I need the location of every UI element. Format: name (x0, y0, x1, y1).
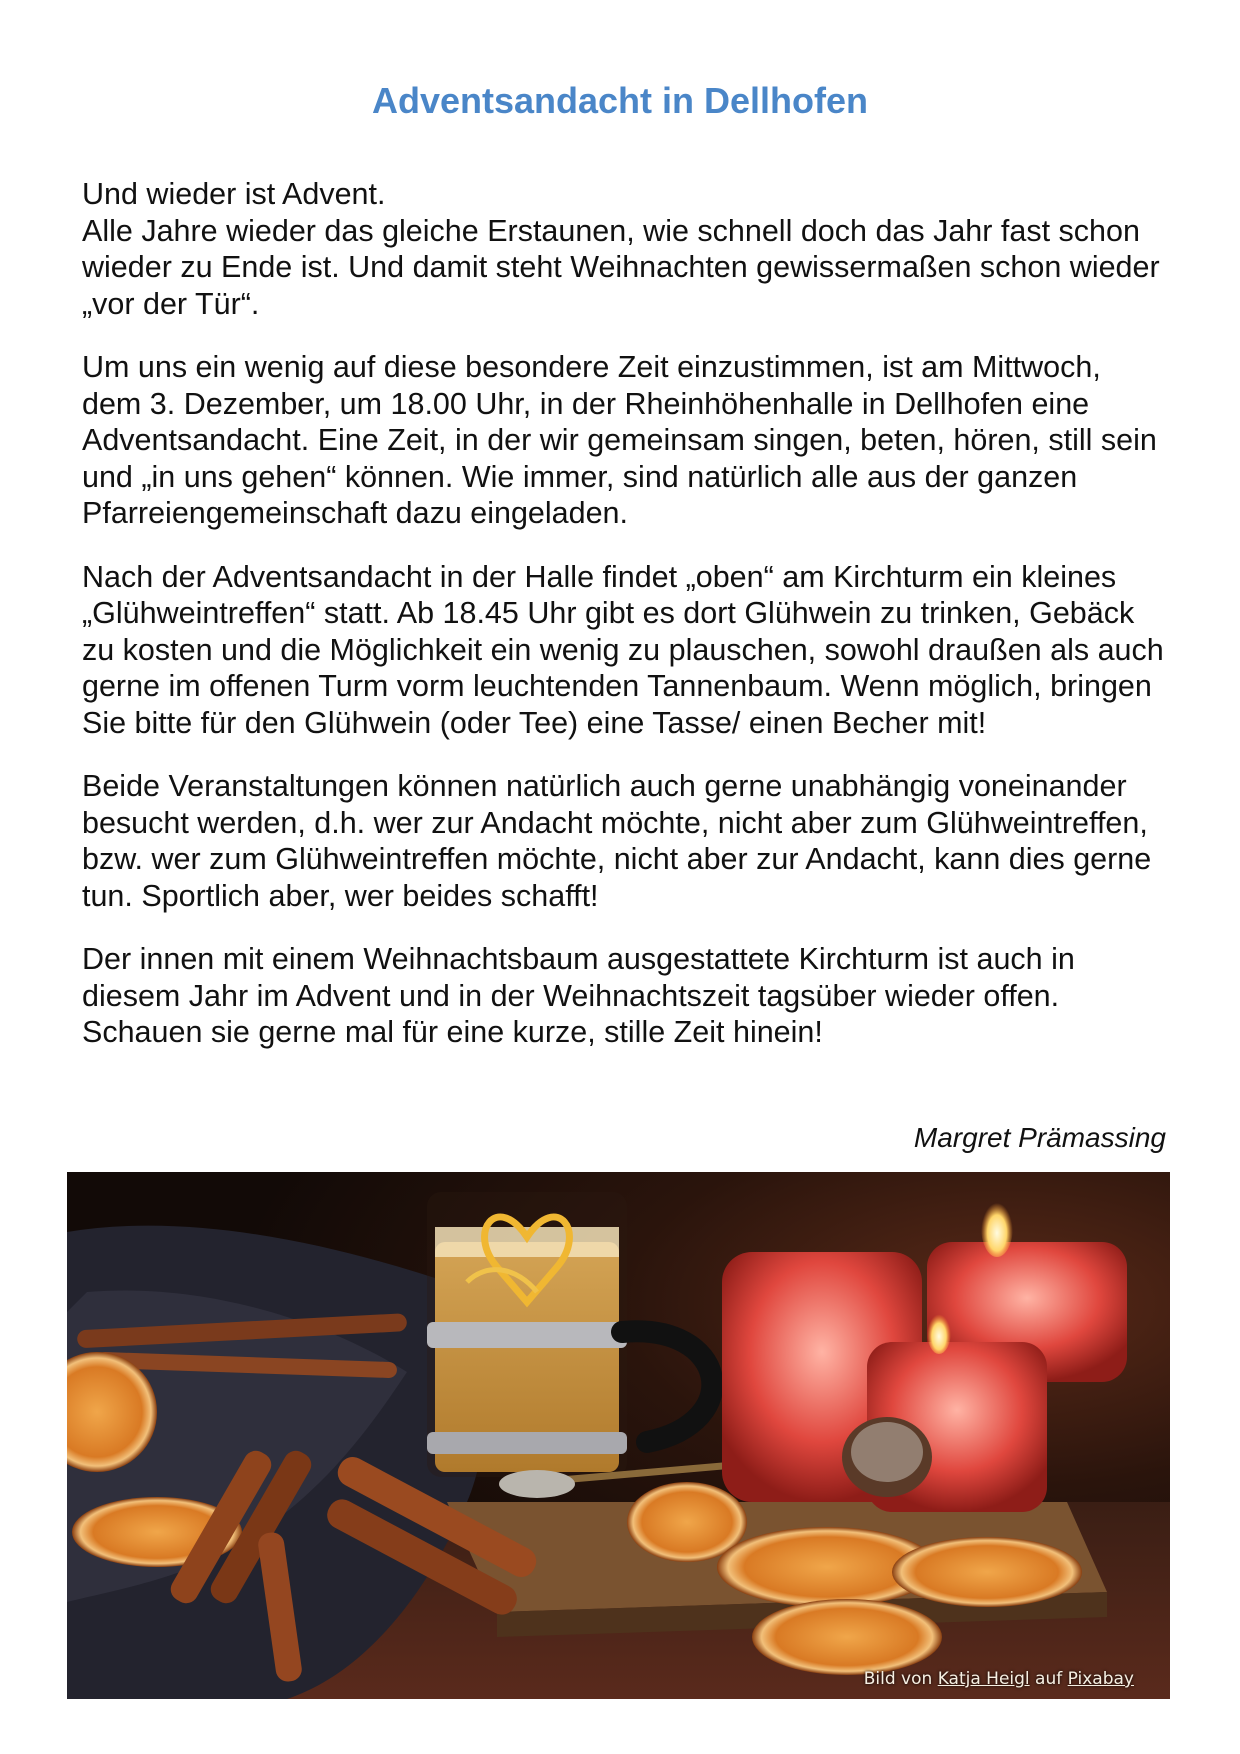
paragraph-4: Beide Veranstaltungen können natürlich auch gerne unabhängig voneinander besucht werden, d.h. wer zur Andacht möchte, nicht aber zum Glühweintreffen, bzw. wer zum Glühweintreffen möchte, nicht aber zur Andacht, kann dies gerne tun. Sportlich aber, wer beides schafft! (82, 769, 1152, 913)
paragraph-1: Und wieder ist Advent. Alle Jahre wieder das gleiche Erstaunen, wie schnell doch das Jahr fast schon wieder zu Ende ist. Und damit steht Weihnachten gewissermaßen schon wieder „vor der Tür“. (82, 177, 1160, 321)
author-signature: Margret Prämassing (913, 1122, 1166, 1153)
photo-illustration (67, 1172, 1170, 1699)
mulled-wine-photo (67, 1172, 1170, 1699)
credit-middle: auf (1029, 1669, 1068, 1689)
pixabay-link[interactable]: Pixabay (1067, 1669, 1134, 1689)
page-title: Adventsandacht in Dellhofen (371, 80, 869, 121)
article-body (82, 176, 1167, 1078)
paragraph-5: Der innen mit einem Weihnachtsbaum ausgestattete Kirchturm ist auch in diesem Jahr im Advent und in der Weihnachtszeit tagsüber wieder offen. Schauen sie gerne mal für eine kurze, stille Zeit hinein! (82, 942, 1075, 1049)
photo-credit (864, 1669, 1134, 1689)
paragraph-3: Nach der Adventsandacht in der Halle findet „oben“ am Kirchturm ein kleines „Glühweintreffen“ statt. Ab 18.45 Uhr gibt es dort Glühwein zu trinken, Gebäck zu kosten und die Möglichkeit ein wenig zu plauschen, sowohl draußen als auch gerne im offenen Turm vorm leuchtenden Tannenbaum. Wenn möglich, bringen Sie bitte für den Glühwein (oder Tee) eine Tasse/ einen Becher mit! (82, 559, 1164, 740)
photographer-link[interactable]: Katja Heigl (937, 1669, 1030, 1689)
credit-prefix: Bild von (863, 1669, 938, 1689)
paragraph-2: Um uns ein wenig auf diese besondere Zeit einzustimmen, ist am Mittwoch, dem 3. Dezember, um 18.00 Uhr, in der Rheinhöhenhalle in Dellhofen eine Adventsandacht. Eine Zeit, in der wir gemeinsam singen, beten, hören, still sein und „in uns gehen“ können. Wie immer, sind natürlich alle aus der ganzen Pfarreiengemeinschaft dazu eingeladen. (82, 350, 1157, 530)
